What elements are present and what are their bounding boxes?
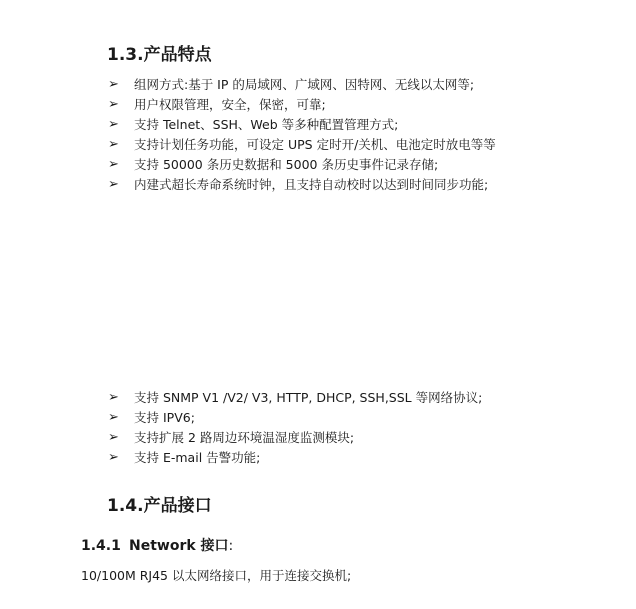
subsection-heading-1-4-1 <box>81 537 233 555</box>
subsection-number: 1.4.1 <box>81 538 121 554</box>
arrow-bullet-icon: ➢ <box>108 117 119 132</box>
arrow-bullet-icon: ➢ <box>108 157 119 172</box>
section-heading-1-3: 1.3.产品特点 <box>107 45 212 65</box>
network-interface-paragraph: 10/100M RJ45 以太网络接口，用于连接交换机; <box>81 568 352 583</box>
arrow-bullet-icon: ➢ <box>108 410 119 425</box>
subsection-colon: : <box>228 538 234 554</box>
section-heading-1-4: 1.4.产品接口 <box>107 496 212 516</box>
arrow-bullet-icon: ➢ <box>108 97 119 112</box>
feature-list-b <box>108 388 482 468</box>
arrow-bullet-icon: ➢ <box>108 77 119 92</box>
list-item: ➢ 支持 IPV6; <box>108 408 482 428</box>
list-item: ➢ 组网方式:基于 IP 的局域网、广域网、因特网、无线以太网等; <box>108 75 496 95</box>
list-item: ➢ 支持 50000 条历史数据和 5000 条历史事件记录存储; <box>108 155 496 175</box>
list-item: ➢ 支持 Telnet、SSH、Web 等多种配置管理方式; <box>108 115 496 135</box>
arrow-bullet-icon: ➢ <box>108 450 119 465</box>
list-item: ➢ 支持扩展 2 路周边环境温湿度监测模块; <box>108 428 482 448</box>
list-item: ➢ 支持 E-mail 告警功能; <box>108 448 482 468</box>
arrow-bullet-icon: ➢ <box>108 430 119 445</box>
arrow-bullet-icon: ➢ <box>108 137 119 152</box>
list-item: ➢ 支持计划任务功能，可设定 UPS 定时开/关机、电池定时放电等等 <box>108 135 496 155</box>
feature-list-a <box>108 75 496 195</box>
arrow-bullet-icon: ➢ <box>108 390 119 405</box>
list-item: ➢ 支持 SNMP V1 /V2/ V3, HTTP, DHCP, SSH,SSL 等网络协议; <box>108 388 482 408</box>
list-item: ➢ 用户权限管理，安全，保密，可靠; <box>108 95 496 115</box>
list-item: ➢ 内建式超长寿命系统时钟，且支持自动校时以达到时间同步功能; <box>108 175 496 195</box>
arrow-bullet-icon: ➢ <box>108 177 119 192</box>
subsection-title: Network 接口 <box>129 538 229 554</box>
